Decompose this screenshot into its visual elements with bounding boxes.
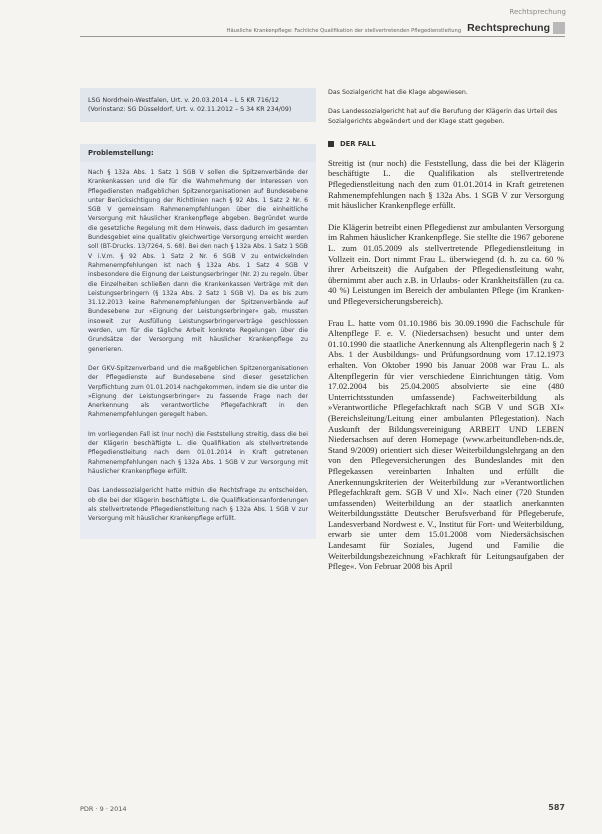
right-column xyxy=(328,88,564,583)
case-paragraph: Streitig ist (nur noch) die Feststellung, dass die bei der Klägerin beschäftigte L. die Qualifikation als stellvertretende Pflegedienstleitung nach den zum 01.01.2014 in Kraft getretenen Rahmenempfehlungen nach § 132a Abs. 1 SGB V zur Versorgung mit häuslicher Krankenpflege erfüllt. xyxy=(328,157,564,211)
bullet-square-icon xyxy=(328,141,334,147)
footer-issue: PDR · 9 · 2014 xyxy=(80,805,127,813)
problem-paragraph: Das Landessozialgericht hatte mithin die Rechtsfrage zu entscheiden, ob die bei der Klägerin beschäftigte L. die Qualifikationsanforderungen als stellvertretende Pflegedienstleitung nach § 132a Abs. 1 SGB V zur Versorgung mit häuslicher Krankenpflege erfüllt. xyxy=(88,487,308,523)
header-rule xyxy=(80,36,565,37)
fall-heading xyxy=(328,140,564,148)
intro-paragraph: Das Sozialgericht hat die Klage abgewiesen. xyxy=(328,89,468,96)
left-column xyxy=(80,88,316,539)
page-number: 587 xyxy=(548,803,565,812)
header-subtitle: Häusliche Krankenpflege: Fachliche Qualifikation der stellvertretenden Pflegedienstleitung xyxy=(226,28,462,34)
case-paragraph: Die Klägerin betreibt einen Pflegedienst zur ambulanten Versorgung im Rahmen häuslicher Krankenpflege. Sie stellte die 1967 geborene L. zum 01.05.2009 als stellvertretende Pflegedienstleitung in Vollzeit ein. Dort nimmt Frau L. überwiegend (d. h. zu ca. 60 % ihrer Arbeitszeit) die Aufgaben der Pflegedienstleitung wahr, übernimmt aber auch z.B. in Urlaubs- oder Krankheitsfällen (zu ca. 40 %) Leistungen im Bereich der ambulanten Pflege (im Kranken- und Pflegeversicherungsbereich). xyxy=(328,221,564,307)
case-paragraph: Frau L. hatte vom 01.10.1986 bis 30.09.1990 die Fachschule für Altenpflege F. e. V. (Niedersachsen) besucht und unter dem 01.10.1990 die staatliche Anerkennung als Altenpflegerin nach § 2 Abs. 1 der Ausbildungs- und Prüfungsordnung vom 17.12.1973 erhalten. Von Oktober 1990 bis Januar 2008 war Frau L. als Altenpflegerin für vier verschiedene Einrichtungen tätig. Vom 17.02.2004 bis 25.04.2005 absolvierte sie eine (480 Unterrichtsstunden umfassende) Fachweiterbildung als »Verantwortliche Pflegefachkraft nach SGB V und SGB XI« (Bereichsleitung/Leitung einer ambulanten Pflegestation). Nach Auskunft der Bildungsvereinigung ARBEIT UND LEBEN Niedersachsen auf deren Homepage (www.arbeitundleben-nds.de, Stand 9/2009) orientiert sich dieser Weiterbildungslehrgang an den von den Pflegeversicherungen des Bundeslandes mit den Pflegekassen vereinbarten Inhalten und erfüllt die Anerkennungskriterien der Weiterbildung zur »Verantwortlichen Pflegefachkraft gem. SGB V und XI«. Nach einer (720 Stunden umfassenden) Weiterbildung an der staatlich anerkannten Weiterbildungsstätte Deutscher Berufsverband für Pflegeberufe, Landesverband Nordwest e. V., Institut für Fort- und Weiterbildung, erwarb sie unter dem 15.01.2008 vom Niedersächsischen Landesamt für Soziales, Jugend und Familie die Weiterbildungsbezeichnung »Fachkraft für Leitungsaufgaben der Pflege«. Von Februar 2008 bis April xyxy=(328,317,564,572)
problem-paragraph: Nach § 132a Abs. 1 Satz 1 SGB V sollen die Spitzenverbände der Krankenkassen und die für die Wahrnehmung der Interessen von Pflegediensten maßgeblichen Spitzenorganisationen auf Bundesebene unter Berücksichtigung der Richtlinien nach § 92 Abs. 1 Satz 2 Nr. 6 SGB V gemeinsam Rahmenempfehlungen über die einheitliche Versorgung mit häuslicher Krankenpflege abgeben. Begründet wurde die gesetzliche Regelung mit dem Hinweis, dass dadurch im gesamten Bundesgebiet eine qualitativ gleichwertige Versorgung erreicht werden soll (BT-Drucks. 13/7264, S. 68). Bei den nach § 132a Abs. 1 Satz 1 SGB V i.V.m. § 92 Abs. 1 Satz 2 Nr. 6 SGB V zu entwickelnden Rahmenempfehlungen ist nach § 132a Abs. 1 Satz 4 SGB V insbesondere die Eignung der Leistungserbringer (Nr. 2) zu regeln. Über die Einzelheiten schließen dann die Krankenkassen Verträge mit den Leistungserbringern (§ 132a Abs. 2 Satz 1 SGB V). Da es bis zum 31.12.2013 keine Rahmenempfehlungen der Spitzenverbände auf Bundesebene zur »Eignung der Leistungserbringer« gab, mussten insoweit zur Ausfüllung Leistungserbringerverträge geschlossen werden, um für die tägliche Arbeit konkrete Regelungen über die Grundsätze der Versorgung mit häuslicher Krankenpflege zu generieren. xyxy=(88,169,308,353)
case-body xyxy=(328,158,564,572)
problem-paragraph: Der GKV-Spitzenverband und die maßgeblichen Spitzenorganisationen der Pflegedienste auf Bundesebene sind dieser gesetzlichen Verpflichtung zum 01.01.2014 nachgekommen, indem sie die unter die »Eignung der Leistungserbringer« zu fassende Frage nach der Anerkennung als verantwortliche Pflegefachkraft in den Rahmenempfehlungen geregelt haben. xyxy=(88,364,308,419)
problem-body xyxy=(80,162,316,539)
problem-paragraph: Im vorliegenden Fall ist (nur noch) die Feststellung streitig, dass die bei der Klägerin beschäftigte L. die Qualifikation als stellvertretende Pflegedienstleitung nach dem 01.01.2014 in Kraft getretenen Rahmenempfehlungen nach § 132a Abs. 1 SGB V zur Versorgung mit häuslicher Krankenpflege erfüllt. xyxy=(88,430,308,475)
header-title: Rechtsprechung xyxy=(467,22,550,34)
header-marker xyxy=(553,22,565,34)
intro-block xyxy=(328,88,564,126)
running-header xyxy=(80,20,550,34)
citation-box: LSG Nordrhein-Westfalen, Urt. v. 20.03.2014 – L 5 KR 716/12 (Vorinstanz: SG Düsseldorf, Urt. v. 02.11.2012 – S 34 KR 234/09) xyxy=(80,88,316,122)
intro-paragraph: Das Landessozialgericht hat auf die Berufung der Klägerin das Urteil des Sozialgerichts abgeändert und der Klage statt gegeben. xyxy=(328,108,558,125)
section-kicker: Rechtsprechung xyxy=(509,8,566,16)
problem-heading: Problemstellung: xyxy=(80,144,316,162)
fall-heading-text: DER FALL xyxy=(340,139,376,148)
